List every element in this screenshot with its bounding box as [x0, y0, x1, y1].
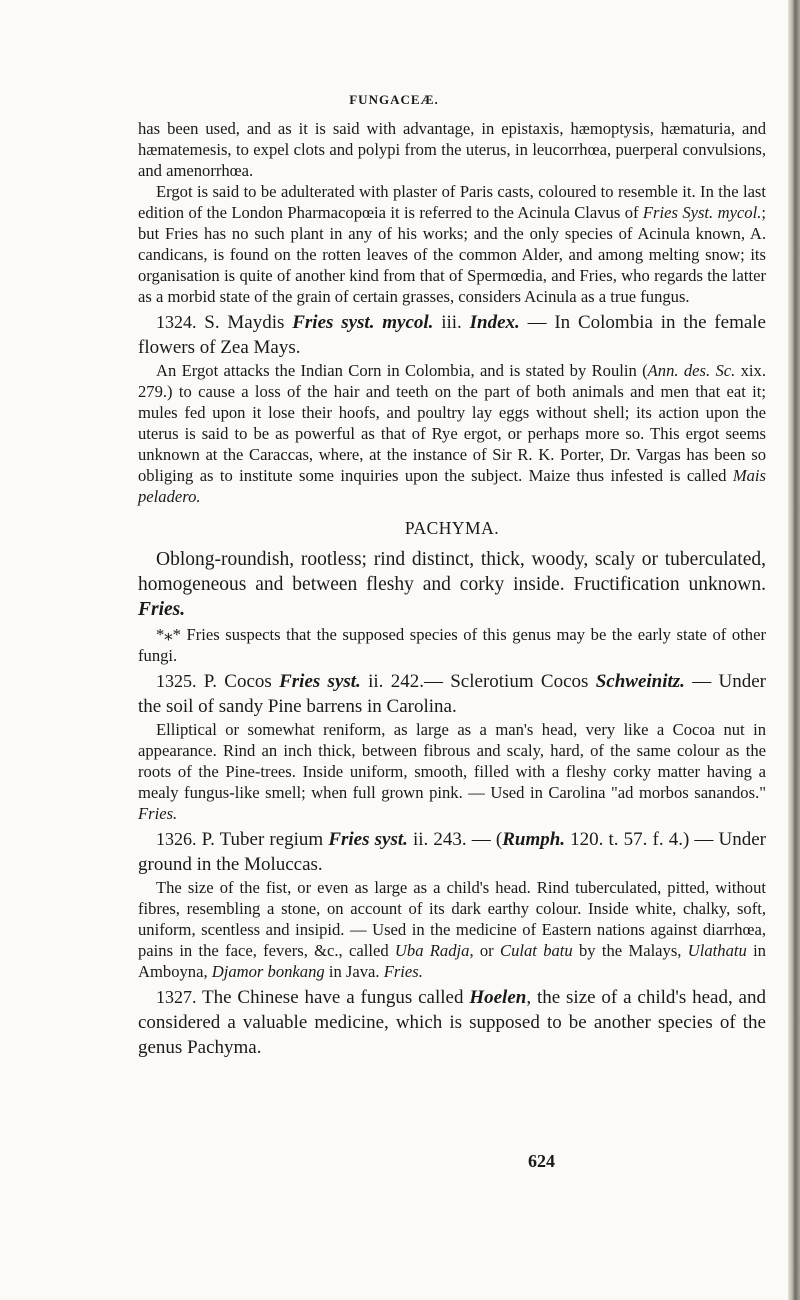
entry-number: 1325. [156, 671, 197, 691]
term: Hoelen [469, 987, 527, 1008]
citation: Fries. [138, 599, 186, 620]
running-header: FUNGACEÆ. [349, 92, 439, 107]
citation: Schweinitz. [595, 671, 685, 692]
term: Ulathatu [687, 941, 747, 960]
entry-1324: 1324. S. Maydis Fries syst. mycol. iii. Index. — In Colombia in the female flowers of Zea Mays. [138, 312, 766, 358]
paragraph-continuation: has been used, and as it is said with advantage, in epistaxis, hæmoptysis, hæmaturia, and hæmatemesis, to expel clots and polypi from the uterus, in leucorrhœa, puerperal convulsions, and amenorrhœa. [138, 119, 766, 180]
citation: Ann. des. Sc. [647, 361, 736, 380]
paragraph-1325: Elliptical or somewhat reniform, as large as a man's head, very like a Cocoa nut in appearance. Rind an inch thick, between fibrous and scaly, hard, of the same colour as the roots of the Pine-trees. Inside uniform, smooth, filled with a fleshy corky matter having a mealy fungus-like smell; when full grown pink. — Used in Carolina "ad morbos sanandos." Fries. [138, 720, 766, 823]
citation: Fries. [138, 804, 178, 823]
entry-number: 1324. [156, 312, 197, 332]
entry-number: 1327. [156, 987, 197, 1007]
entry-1327: 1327. The Chinese have a fungus called Hoelen, the size of a child's head, and considered a valuable medicine, which is supposed to be another species of the genus Pachyma. [138, 987, 766, 1058]
paragraph-1324: An Ergot attacks the Indian Corn in Colombia, and is stated by Roulin (Ann. des. Sc. xix. 279.) to cause a loss of the hair and teeth on the part of both animals and men that eat it; mules fed upon it lose their hoofs, and poultry lay eggs without shell; its action upon the uterus is said to be as powerful as that of Rye ergot, or perhaps more so. This ergot seems unknown at the Caraccas, where, at the instance of Sir R. K. Porter, Dr. Vargas has been so obliging as to institute some inquiries upon the subject. Maize thus infested is called Mais peladero. [138, 361, 766, 506]
citation: Fries syst. mycol. [292, 312, 434, 333]
genus-note: *⁎* Fries suspects that the supposed species of this genus may be the early state of other fungi. [138, 625, 766, 665]
paragraph-ergot-adulteration: Ergot is said to be adulterated with plaster of Paris casts, coloured to resemble it. In the last edition of the London Pharmacopœia it is referred to the Acinula Clavus of Fries Syst. mycol.; but Fries has no such plant in any of his works; and the only species of Acinula known, A. candicans, is found on the rotten leaves of the common Alder, and among melting snow; its organisation is quite of another kind from that of Spermœdia, and Fries, who regards the latter as a morbid state of the grain of certain grasses, considers Acinula as a true fungus. [138, 182, 766, 306]
page-number: 624 [528, 1151, 555, 1171]
citation: Fries Syst. mycol. [642, 203, 762, 222]
citation: Index. [469, 312, 520, 333]
citation: Fries syst. [279, 671, 361, 692]
entry-1326: 1326. P. Tuber regium Fries syst. ii. 243. — (Rumph. 120. t. 57. f. 4.) — Under ground in the Moluccas. [138, 829, 766, 875]
page-edge [788, 0, 800, 1300]
term: Uba Radja [394, 941, 470, 960]
paragraph-1326: The size of the fist, or even as large as a child's head. Rind tuberculated, pitted, without fibres, resembling a stone, on account of its dark earthy colour. Inside white, chalky, soft, uniform, scentless and insipid. — Used in the medicine of Eastern nations against diarrhœa, pains in the face, fevers, &c., called Uba Radja, or Culat batu by the Malays, Ulathatu in Amboyna, Djamor bonkang in Java. Fries. [138, 878, 766, 981]
term: Djamor bonkang [211, 962, 325, 981]
entry-number: 1326. [156, 829, 197, 849]
entry-1325: 1325. P. Cocos Fries syst. ii. 242.— Sclerotium Cocos Schweinitz. — Under the soil of sandy Pine barrens in Carolina. [138, 671, 766, 717]
citation: Fries. [383, 962, 423, 981]
section-title: PACHYMA. [404, 518, 500, 538]
page-body [138, 118, 766, 1060]
citation: Rumph. [502, 829, 566, 850]
term: Culat batu [500, 941, 573, 960]
genus-description: Oblong-roundish, rootless; rind distinct, thick, woody, scaly or tuberculated, homogeneous and between fleshy and corky inside. Fructification unknown. Fries. [138, 549, 766, 620]
term: Mais peladero. [138, 466, 766, 506]
citation: Fries syst. [328, 829, 408, 850]
